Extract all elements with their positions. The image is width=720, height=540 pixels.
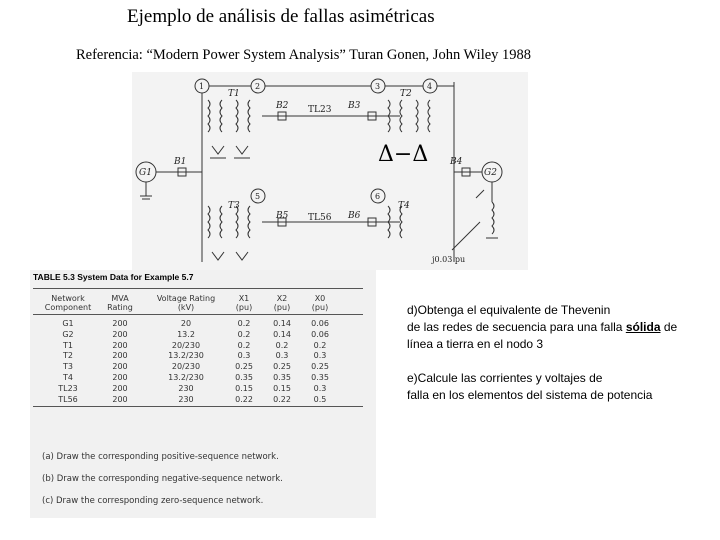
table-cell: 0.2 <box>237 329 251 339</box>
table-cell: 20 <box>180 319 192 328</box>
table-cell: 0.3 <box>237 351 251 361</box>
table-bottom-rule <box>33 406 363 407</box>
table-cell: 0.2 <box>237 319 251 328</box>
table-cell: T2 <box>63 351 73 361</box>
diagram-svg <box>132 72 528 270</box>
question-e-line1: e)Calcule las corrientes y voltajes de <box>407 371 603 385</box>
table-cell: 0.35 <box>235 373 253 382</box>
table-cell: 0.25 <box>235 362 253 372</box>
table-note-a: (a) Draw the corresponding positive-sequence network. <box>42 452 279 462</box>
table-cell: G2 <box>62 329 74 339</box>
line-tl56-label: TL56 <box>308 213 332 223</box>
one-line-diagram <box>132 72 528 270</box>
table-cell: 20/230 <box>171 362 201 372</box>
grounding-impedance-label: j0.03 pu <box>432 255 466 264</box>
bus-b6-label: B6 <box>348 211 361 221</box>
table-cell: 13.2/230 <box>168 373 204 382</box>
table-cell: 0.2 <box>275 340 289 350</box>
table-cell: 0.22 <box>235 394 253 404</box>
table-cell: 20/230 <box>171 340 201 350</box>
question-d <box>407 302 697 353</box>
table-cell: 0.22 <box>273 394 291 404</box>
generator-g1-label: G1 <box>139 168 152 178</box>
table-cell: 200 <box>112 394 128 404</box>
table-cell: 0.2 <box>313 340 327 350</box>
table-cell: T4 <box>63 373 73 382</box>
table-cell: T3 <box>63 362 73 372</box>
node-3-label: 3 <box>375 82 381 91</box>
table-cell: 200 <box>112 340 128 350</box>
table-cell: 0.06 <box>311 329 329 339</box>
table-header-rule <box>33 314 363 315</box>
table-header-x1: X1 (pu) <box>235 294 253 312</box>
table-cell: 230 <box>178 383 194 393</box>
table-header-x2: X2 (pu) <box>273 294 291 312</box>
table-cell: 200 <box>112 329 128 339</box>
table-cell: 230 <box>178 394 194 404</box>
table-cell: 0.15 <box>273 383 291 393</box>
table-cell: 0.3 <box>275 351 289 361</box>
table-cell: G1 <box>62 319 74 328</box>
table-cell: 0.3 <box>313 351 327 361</box>
table-cell: 200 <box>112 373 128 382</box>
question-d-line3: línea a tierra en el nodo 3 <box>407 337 544 351</box>
transformer-t4-label: T4 <box>398 201 410 211</box>
table-cell: 0.06 <box>311 319 329 328</box>
question-e <box>407 370 697 404</box>
table-header-x0: X0 (pu) <box>311 294 329 312</box>
bus-b4-label: B4 <box>450 157 463 167</box>
table-cell: T1 <box>63 340 73 350</box>
transformer-t2-label: T2 <box>400 89 412 99</box>
node-2-label: 2 <box>255 82 261 91</box>
table-caption: TABLE 5.3 System Data for Example 5.7 <box>33 272 194 282</box>
generator-g2-label: G2 <box>484 168 497 178</box>
table-cell: 200 <box>112 351 128 361</box>
question-d-line1: d)Obtenga el equivalente de Thevenin <box>407 303 611 317</box>
table-cell: 0.2 <box>237 340 251 350</box>
node-1-label: 1 <box>199 82 205 91</box>
bus-b3-label: B3 <box>348 101 361 111</box>
table-header-component: Network Component <box>44 294 92 312</box>
table-cell: 13.2/230 <box>168 351 204 361</box>
delta-delta-label: Δ−Δ <box>378 142 429 167</box>
table-header-voltage: Voltage Rating (kV) <box>156 294 216 312</box>
table-cell: 13.2 <box>177 329 195 339</box>
bus-b2-label: B2 <box>276 101 289 111</box>
transformer-t3-label: T3 <box>228 201 240 211</box>
table-cell: 200 <box>112 362 128 372</box>
reference-text: Referencia: “Modern Power System Analysis” Turan Gonen, John Wiley 1988 <box>76 47 532 63</box>
transformer-t1-label: T1 <box>228 89 240 99</box>
node-4-label: 4 <box>427 82 433 91</box>
table-cell: 0.35 <box>311 373 329 382</box>
system-data-table <box>30 270 376 518</box>
bus-b5-label: B5 <box>276 211 289 221</box>
table-cell: 0.25 <box>273 362 291 372</box>
table-cell: TL23 <box>58 383 78 393</box>
node-5-label: 5 <box>255 192 261 201</box>
bus-b1-label: B1 <box>174 157 187 167</box>
table-note-c: (c) Draw the corresponding zero-sequence network. <box>42 496 264 506</box>
table-cell: 0.3 <box>313 383 327 393</box>
question-d-line2: de las redes de secuencia para una falla sólida de <box>407 320 678 334</box>
table-note-b: (b) Draw the corresponding negative-sequence network. <box>42 474 283 484</box>
table-top-rule <box>33 288 363 289</box>
table-cell: 0.25 <box>311 362 329 372</box>
table-cell: 0.5 <box>313 394 327 404</box>
table-cell: 0.35 <box>273 373 291 382</box>
table-cell: TL56 <box>58 394 78 404</box>
node-6-label: 6 <box>375 192 381 201</box>
question-d-bold-word: sólida <box>625 320 661 334</box>
slide-title: Ejemplo de análisis de fallas asimétricas <box>127 6 435 27</box>
table-cell: 0.14 <box>273 319 291 328</box>
table-cell: 0.15 <box>235 383 253 393</box>
line-tl23-label: TL23 <box>308 105 332 115</box>
question-e-line2: falla en los elementos del sistema de potencia <box>407 388 653 402</box>
table-header-mva: MVA Rating <box>107 294 133 312</box>
table-cell: 200 <box>112 383 128 393</box>
table-cell: 0.14 <box>273 329 291 339</box>
table-cell: 200 <box>112 319 128 328</box>
